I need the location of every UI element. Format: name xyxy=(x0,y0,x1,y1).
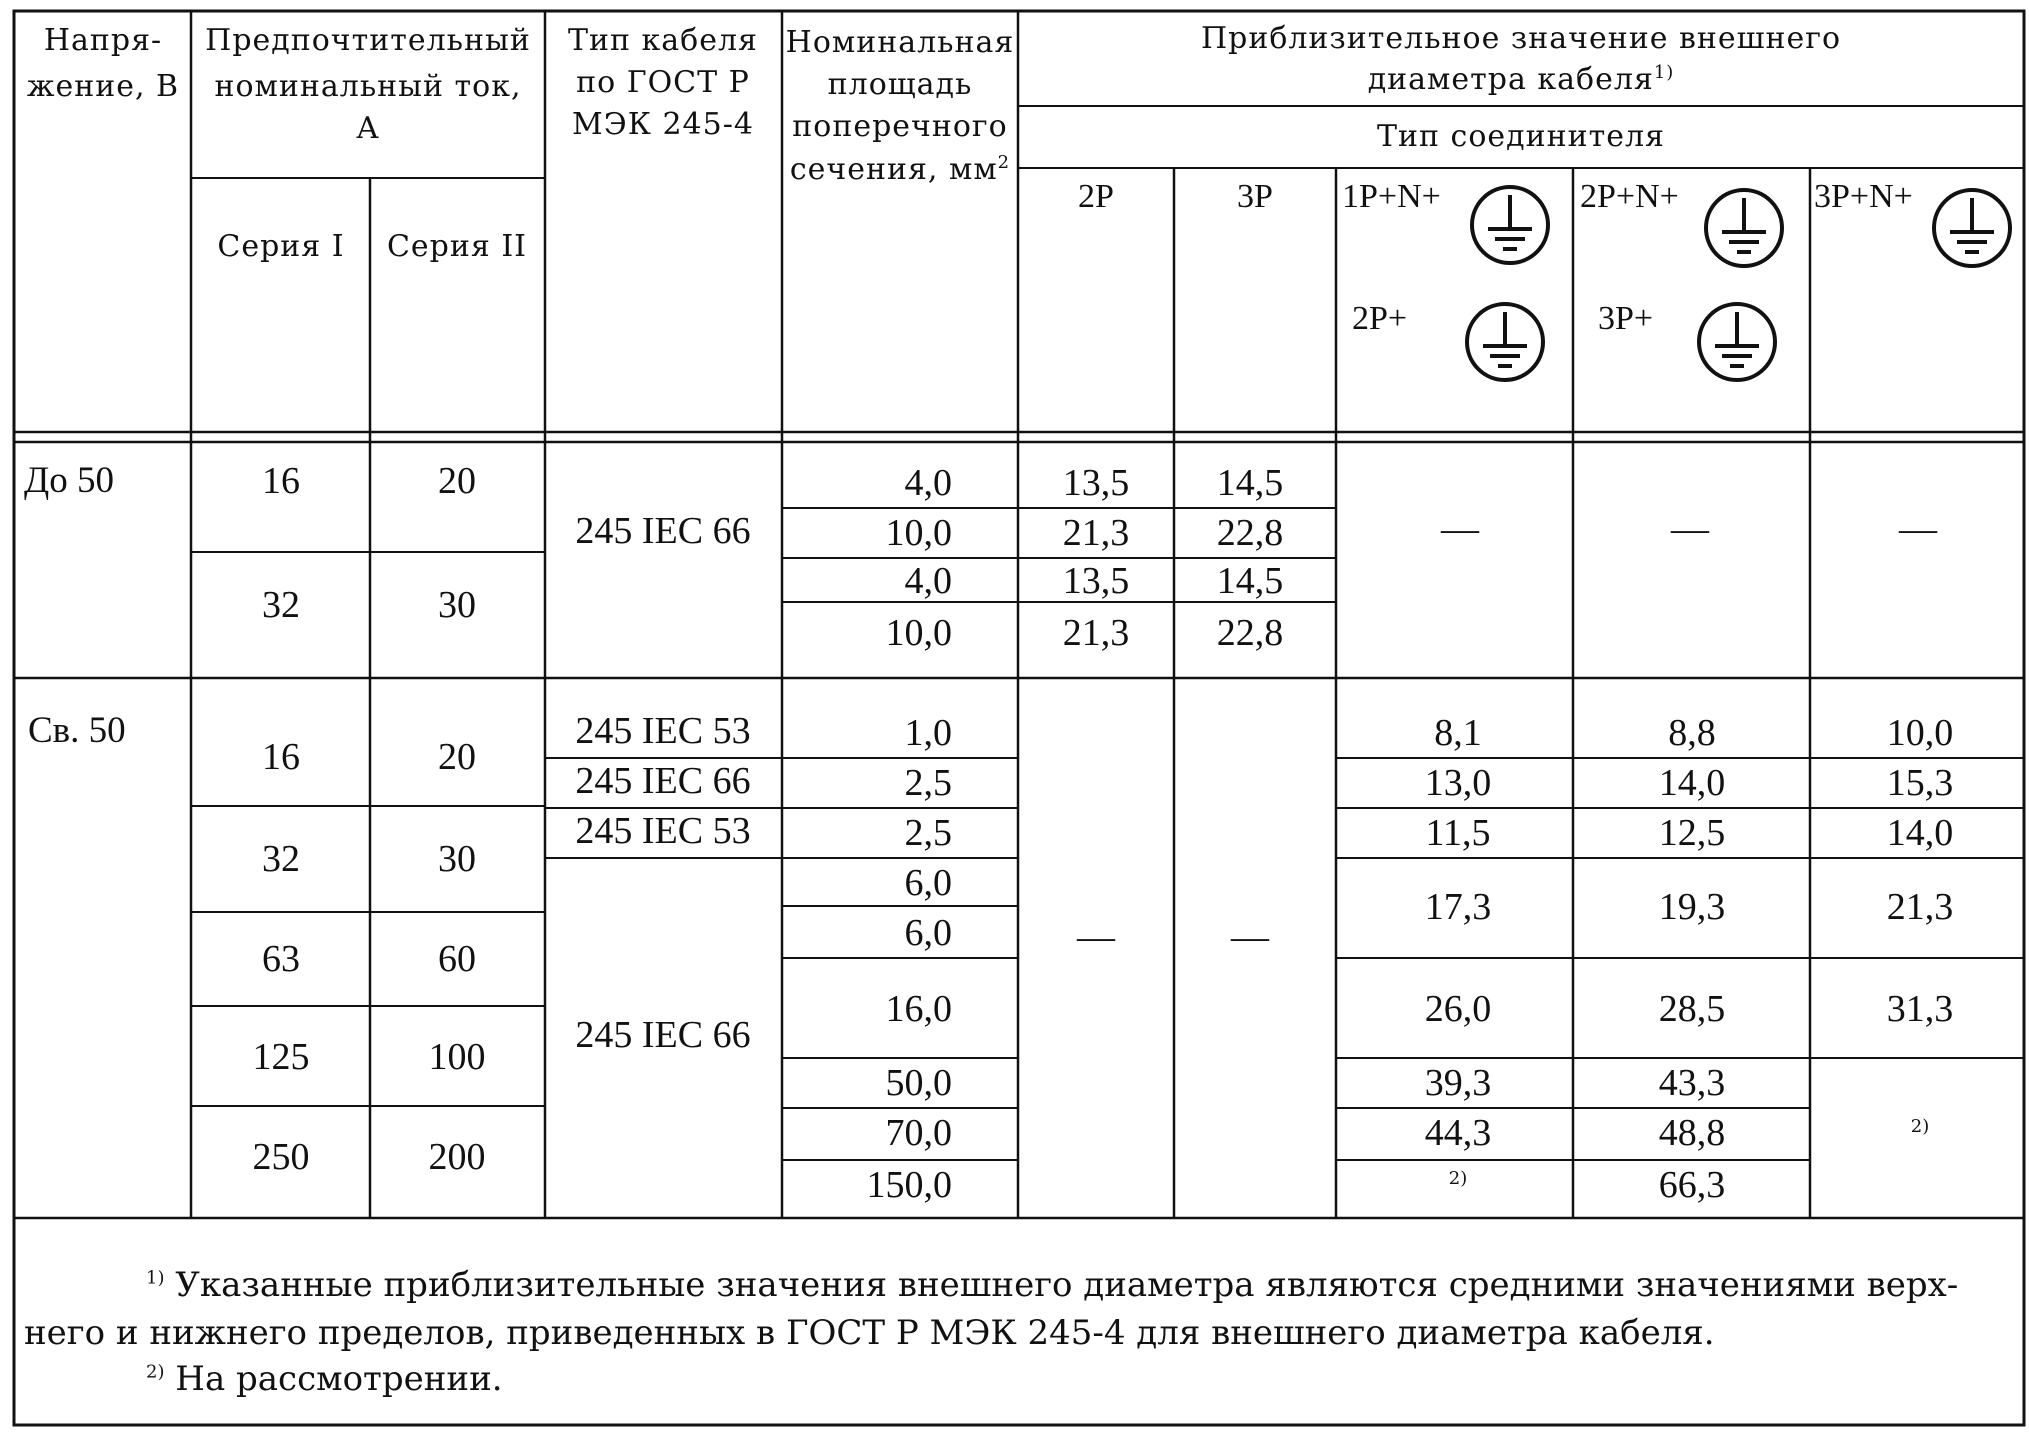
under-consideration-mark: 2) xyxy=(1448,1168,1468,1189)
area-cell: 4,0 xyxy=(904,560,952,602)
header-col-3p: 3P xyxy=(1237,178,1273,215)
dash-cell: — xyxy=(1077,916,1115,958)
dash-cell: — xyxy=(1441,508,1479,550)
header-col-3pn: 3P+N+ xyxy=(1814,178,1913,215)
diameter-2pn-cell: 28,5 xyxy=(1658,988,1726,1030)
diameter-2p-cell: 21,3 xyxy=(1062,612,1130,654)
current-series1-cell: 125 xyxy=(252,1036,310,1078)
area-cell: 10,0 xyxy=(885,612,952,654)
diameter-2p-cell: 13,5 xyxy=(1062,462,1130,504)
current-series1-cell: 250 xyxy=(252,1136,310,1178)
diameter-2p-cell: 21,3 xyxy=(1062,512,1130,554)
current-series2-cell: 100 xyxy=(428,1036,486,1078)
area-cell: 6,0 xyxy=(904,862,952,904)
diameter-3pn-cell: 10,0 xyxy=(1886,712,1954,754)
diameter-3pn-cell: 21,3 xyxy=(1886,886,1954,928)
current-series2-cell: 20 xyxy=(438,736,476,778)
current-series2-cell: 30 xyxy=(438,838,476,880)
current-series2-cell: 60 xyxy=(438,938,476,980)
diameter-1pn-cell: 13,0 xyxy=(1424,762,1492,804)
header-current-line3: А xyxy=(356,111,380,146)
protective-earth-icon xyxy=(1702,186,1786,270)
diameter-3p-cell: 14,5 xyxy=(1216,462,1284,504)
diameter-2pn-cell: 8,8 xyxy=(1668,712,1716,754)
under-consideration-mark: 2) xyxy=(1910,1116,1930,1137)
diameter-3pn-cell: 14,0 xyxy=(1886,812,1954,854)
header-col-2pn: 2P+N+ xyxy=(1580,178,1679,215)
header-col-1pn: 1P+N+ xyxy=(1342,178,1441,215)
diameter-2p-cell: 13,5 xyxy=(1062,560,1130,602)
cable-type-cell: 245 IEC 66 xyxy=(575,510,751,552)
diameter-1pn-cell: 11,5 xyxy=(1425,812,1491,854)
diameter-1pn-cell: 39,3 xyxy=(1424,1062,1492,1104)
current-series2-cell: 30 xyxy=(438,584,476,626)
diameter-3p-cell: 22,8 xyxy=(1216,612,1284,654)
header-col-3pe: 3P+ xyxy=(1598,300,1654,337)
current-series1-cell: 16 xyxy=(262,460,300,502)
diameter-2pn-cell: 48,8 xyxy=(1658,1112,1726,1154)
diameter-1pn-cell: 17,3 xyxy=(1424,886,1492,928)
footnote-2: $^{2)}$ На рассмотрении. xyxy=(146,1359,503,1399)
area-cell: 6,0 xyxy=(904,912,952,954)
area-cell: 70,0 xyxy=(885,1112,952,1154)
header-area-line4: сечения, $мм^2$ xyxy=(789,152,1011,187)
header-col-2pe: 2P+ xyxy=(1352,300,1408,337)
current-series1-cell: 32 xyxy=(262,584,300,626)
header-cable-line2: по ГОСТ Р xyxy=(576,65,750,100)
protective-earth-icon xyxy=(1463,300,1547,384)
area-cell: 10,0 xyxy=(885,512,952,554)
header-current-line1: Предпочтительный xyxy=(205,23,531,58)
dash-cell: — xyxy=(1899,508,1937,550)
header-cable-line1: Тип кабеля xyxy=(568,23,758,58)
header-voltage-line2: жение, В xyxy=(26,69,180,104)
header-cable-line3: МЭК 245-4 xyxy=(572,107,754,142)
header-col-2p: 2P xyxy=(1078,178,1114,215)
header-connector-type: Тип соединителя xyxy=(1377,119,1665,154)
protective-earth-icon xyxy=(1468,183,1552,267)
diameter-3pn-cell: 15,3 xyxy=(1886,762,1954,804)
diameter-3p-cell: 22,8 xyxy=(1216,512,1284,554)
diameter-3pn-cell: 31,3 xyxy=(1886,988,1954,1030)
diameter-2pn-cell: 43,3 xyxy=(1658,1062,1726,1104)
current-series1-cell: 63 xyxy=(262,938,300,980)
cable-type-cell: 245 IEC 66 xyxy=(575,1014,751,1056)
header-series-2: Серия II xyxy=(386,229,528,264)
diameter-1pn-cell: 8,1 xyxy=(1434,712,1482,754)
header-diameter-line2: диаметра кабеля$^{1)}$ xyxy=(1367,62,1675,97)
dash-cell: — xyxy=(1671,508,1709,550)
protective-earth-icon xyxy=(1930,186,2014,270)
cable-type-cell: 245 IEC 53 xyxy=(575,810,751,852)
voltage-up-to-50: До 50 xyxy=(24,460,114,501)
area-cell: 16,0 xyxy=(885,988,952,1030)
current-series2-cell: 20 xyxy=(438,460,476,502)
diameter-2pn-cell: 14,0 xyxy=(1658,762,1726,804)
area-cell: 2,5 xyxy=(904,762,952,804)
current-series1-cell: 16 xyxy=(262,736,300,778)
diameter-1pn-cell: 26,0 xyxy=(1424,988,1492,1030)
diameter-2pn-cell: 12,5 xyxy=(1658,812,1726,854)
area-cell: 4,0 xyxy=(904,462,952,504)
diameter-2pn-cell: 66,3 xyxy=(1658,1164,1726,1206)
cable-type-cell: 245 IEC 53 xyxy=(575,710,751,752)
header-area-line3: поперечного xyxy=(792,109,1008,144)
footnote-1-continued: него и нижнего пределов, приведенных в ГОСТ Р МЭК 245-4 для внешнего диаметра кабеля. xyxy=(24,1313,1715,1353)
voltage-over-50: Св. 50 xyxy=(28,710,126,751)
diameter-3p-cell: 14,5 xyxy=(1216,560,1284,602)
diameter-2pn-cell: 19,3 xyxy=(1658,886,1726,928)
current-series1-cell: 32 xyxy=(262,838,300,880)
footnote-1: $^{1)}$ Указанные приблизительные значения внешнего диаметра являются средними значениями верх- xyxy=(146,1265,1959,1305)
cable-type-cell: 245 IEC 66 xyxy=(575,760,751,802)
area-cell: 2,5 xyxy=(904,812,952,854)
protective-earth-icon xyxy=(1695,300,1779,384)
diameter-1pn-cell: 44,3 xyxy=(1424,1112,1492,1154)
header-diameter-line1: Приблизительное значение внешнего xyxy=(1200,21,1842,56)
header-area-line1: Номинальная xyxy=(785,25,1015,60)
area-cell: 50,0 xyxy=(885,1062,952,1104)
current-series2-cell: 200 xyxy=(428,1136,486,1178)
header-series-1: Серия I xyxy=(217,229,345,264)
area-cell: 1,0 xyxy=(904,712,952,754)
header-voltage-line1: Напря- xyxy=(43,23,163,58)
area-cell: 150,0 xyxy=(866,1164,952,1206)
dash-cell: — xyxy=(1231,916,1269,958)
header-area-line2: площадь xyxy=(827,67,973,102)
header-current-line2: номинальный ток, xyxy=(214,69,522,104)
